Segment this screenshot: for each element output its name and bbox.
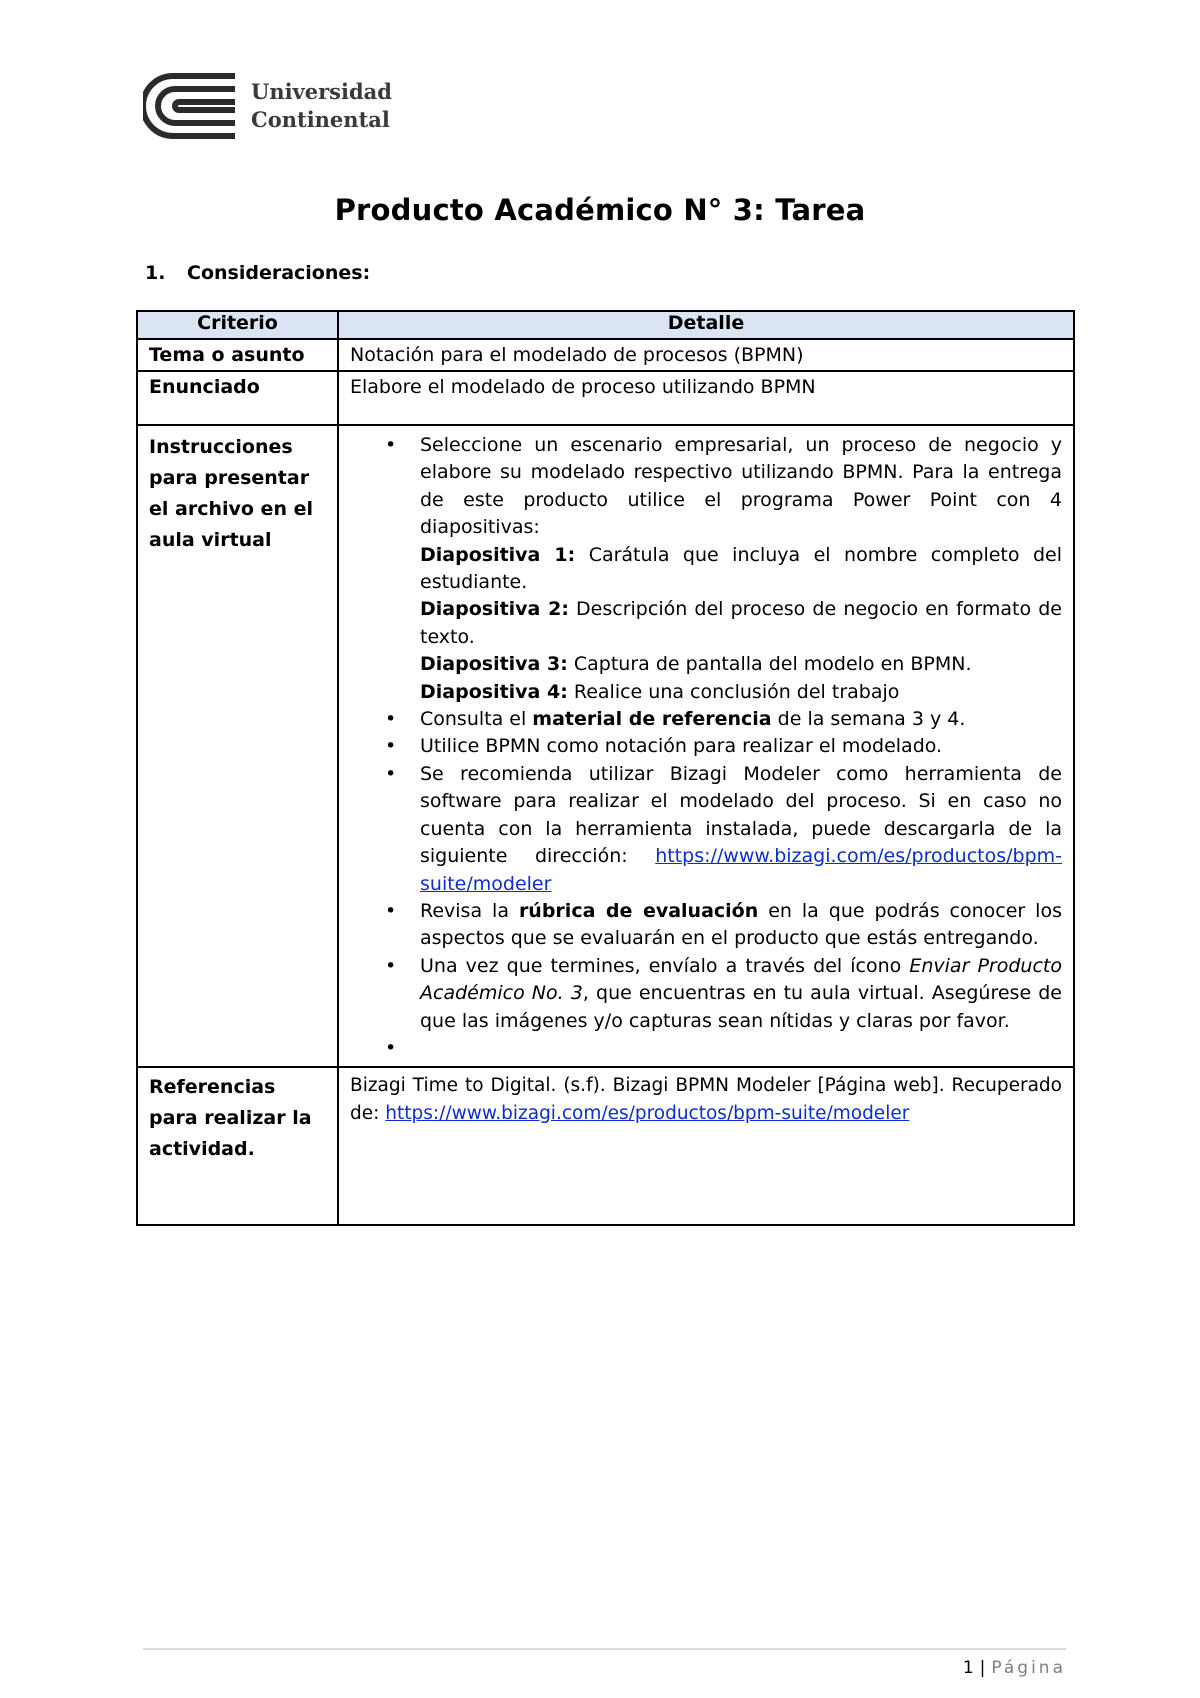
- logo-line-2: Continental: [251, 107, 390, 132]
- slide-3-line: Diapositiva 3: Captura de pantalla del modelo en BPMN.: [420, 653, 972, 676]
- page-label: Página: [991, 1658, 1066, 1678]
- table-row-referencias: [137, 1067, 1074, 1225]
- slide-2-line: Diapositiva 2: Descripción del proceso de negocio en formato de texto.: [420, 598, 1062, 648]
- instr-item-1: • Seleccione un escenario empresarial, un proceso de negocio y elabore su modelado respectivo utilizando BPMN. Para la entrega de este producto utilice el programa Power Point con 4 diapositivas:: [420, 434, 1062, 539]
- logo-line-1: Universidad: [251, 79, 392, 104]
- tema-label: Tema o asunto: [137, 339, 338, 371]
- considerations-table: [136, 310, 1075, 1226]
- referencias-label: Referencias para realizar la actividad.: [137, 1067, 338, 1225]
- enunciado-label: Enunciado: [137, 371, 338, 425]
- section-label: Consideraciones:: [187, 262, 371, 284]
- slide-4-line: Diapositiva 4: Realice una conclusión del trabajo: [420, 680, 900, 703]
- instrucciones-label: Instrucciones para presentar el archivo en el aula virtual: [137, 425, 338, 1067]
- list-item: • Revisa la rúbrica de evaluación en la que podrás conocer los aspectos que se evaluarán en el producto que estás entregando.: [420, 898, 1062, 953]
- page-number: 1: [962, 1658, 974, 1678]
- footer-separator: |: [979, 1658, 986, 1678]
- referencias-cell: [338, 1067, 1074, 1225]
- instrucciones-cell: [338, 425, 1074, 1067]
- reference-link[interactable]: https://www.bizagi.com/es/productos/bpm-suite/modeler: [385, 1102, 910, 1124]
- page-footer: [963, 1658, 1066, 1678]
- bizagi-modeler-link[interactable]: https://www.bizagi.com/es/productos/bpm-suite/modeler: [420, 845, 1062, 895]
- footer-divider: [143, 1648, 1066, 1650]
- instructions-list: [350, 432, 1062, 1062]
- list-item-empty: [420, 1035, 1062, 1062]
- enunciado-value: Elabore el modelado de proceso utilizando BPMN: [338, 371, 1074, 425]
- section-number: 1.: [145, 262, 166, 284]
- university-logo-icon: [143, 72, 237, 140]
- list-item: • Utilice BPMN como notación para realizar el modelado.: [420, 733, 1062, 760]
- logo-wordmark: [251, 78, 392, 134]
- table-header-row: [137, 311, 1074, 339]
- section-heading: [145, 262, 370, 284]
- list-item: • Consulta el material de referencia de la semana 3 y 4.: [420, 706, 1062, 733]
- table-row-enunciado: [137, 371, 1074, 425]
- list-item: • Una vez que termines, envíalo a través del ícono Enviar Producto Académico No. 3, que encuentras en tu aula virtual. Asegúrese de que las imágenes y/o capturas sean nítidas y claras por favor.: [420, 953, 1062, 1035]
- reference-source: Bizagi Time to Digital. (s.f). Bizagi BPMN Modeler [Página web]. Recuperado de:: [350, 1075, 1062, 1124]
- list-item: [420, 432, 1062, 706]
- university-logo: [143, 70, 403, 142]
- tema-value: Notación para el modelado de procesos (BPMN): [338, 339, 1074, 371]
- header-detalle: Detalle: [338, 311, 1074, 339]
- table-row-tema: [137, 339, 1074, 371]
- document-title: Producto Académico N° 3: Tarea: [334, 193, 866, 227]
- header-criterio: Criterio: [137, 311, 338, 339]
- slide-1-line: Diapositiva 1: Carátula que incluya el nombre completo del estudiante.: [420, 543, 1062, 594]
- list-item: • Se recomienda utilizar Bizagi Modeler como herramienta de software para realizar el modelado del proceso. Si en caso no cuenta con la herramienta instalada, puede descargarla de la siguiente dirección: https://www.bizagi.com/es/productos/bpm-suite/modeler: [420, 761, 1062, 898]
- table-row-instrucciones: [137, 425, 1074, 1067]
